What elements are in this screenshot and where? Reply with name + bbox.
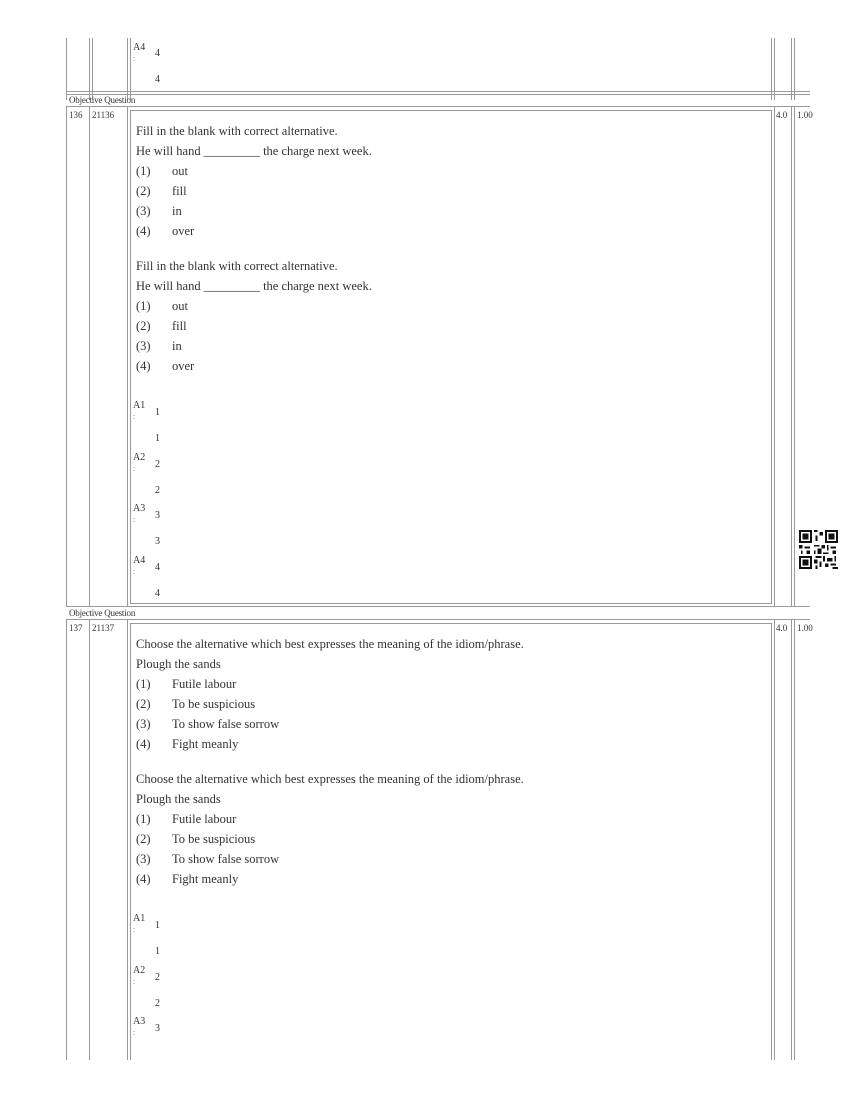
option-text: To be suspicious bbox=[172, 697, 256, 711]
answer-value-repeat: 1 bbox=[155, 433, 160, 444]
option-item bbox=[136, 694, 524, 714]
qr-code-icon bbox=[799, 530, 838, 569]
table-border bbox=[771, 623, 772, 1060]
table-border bbox=[66, 94, 810, 95]
table-border bbox=[774, 620, 775, 1060]
table-border bbox=[771, 110, 772, 604]
option-number: (2) bbox=[136, 319, 151, 333]
option-text: Fight meanly bbox=[172, 737, 239, 751]
answer-value: 1 bbox=[155, 407, 160, 418]
option-number: (3) bbox=[136, 204, 151, 218]
option-text: Futile labour bbox=[172, 677, 237, 691]
section-label: Objective Question bbox=[69, 608, 136, 618]
option-text: Futile labour bbox=[172, 812, 237, 826]
table-border bbox=[66, 619, 810, 620]
answer-value: 2 bbox=[155, 459, 160, 470]
question-serial: 136 bbox=[69, 110, 83, 120]
answer-label: A2 : bbox=[133, 452, 146, 473]
table-border bbox=[130, 110, 772, 111]
answer-value-repeat: 1 bbox=[155, 946, 160, 957]
answer-value: 2 bbox=[155, 972, 160, 983]
option-item bbox=[136, 181, 372, 201]
option-item bbox=[136, 674, 524, 694]
option-number: (2) bbox=[136, 697, 151, 711]
option-item bbox=[136, 221, 372, 241]
option-item bbox=[136, 316, 372, 336]
table-border bbox=[127, 620, 128, 1060]
answer-value: 3 bbox=[155, 510, 160, 521]
answer-label: A4 : bbox=[133, 42, 146, 63]
option-item bbox=[136, 809, 524, 829]
option-text: in bbox=[172, 339, 182, 353]
option-text: To be suspicious bbox=[172, 832, 256, 846]
question-marks: 4.0 bbox=[776, 623, 788, 633]
option-item bbox=[136, 734, 524, 754]
table-border bbox=[774, 107, 775, 607]
option-item bbox=[136, 161, 372, 181]
answer-label: A4 : bbox=[133, 555, 146, 576]
table-border bbox=[794, 107, 795, 607]
option-number: (1) bbox=[136, 812, 151, 826]
table-border bbox=[66, 106, 810, 107]
question-line: Fill in the blank with correct alternative. bbox=[136, 259, 338, 273]
answer-value: 4 bbox=[155, 562, 160, 573]
table-border bbox=[130, 623, 131, 1060]
option-number: (1) bbox=[136, 677, 151, 691]
table-border bbox=[791, 107, 792, 607]
option-text: out bbox=[172, 299, 188, 313]
option-item bbox=[136, 869, 524, 889]
answer-value: 3 bbox=[155, 1023, 160, 1034]
option-item bbox=[136, 356, 372, 376]
answer-label: A2 : bbox=[133, 965, 146, 986]
table-border bbox=[89, 107, 90, 607]
section-label: Objective Question bbox=[69, 95, 136, 105]
option-text: over bbox=[172, 224, 195, 238]
option-item bbox=[136, 714, 524, 734]
question-text bbox=[136, 256, 372, 376]
option-number: (4) bbox=[136, 872, 151, 886]
table-border bbox=[130, 623, 772, 624]
table-border bbox=[130, 110, 131, 604]
option-number: (4) bbox=[136, 737, 151, 751]
option-number: (3) bbox=[136, 852, 151, 866]
option-item bbox=[136, 296, 372, 316]
question-line: Plough the sands bbox=[136, 792, 221, 806]
option-text: Fight meanly bbox=[172, 872, 239, 886]
option-item bbox=[136, 336, 372, 356]
answer-label: A3 : bbox=[133, 1016, 146, 1037]
option-item bbox=[136, 849, 524, 869]
table-border bbox=[66, 606, 810, 607]
option-text: To show false sorrow bbox=[172, 852, 280, 866]
question-text bbox=[136, 121, 372, 241]
option-text: out bbox=[172, 164, 188, 178]
table-border bbox=[130, 603, 772, 604]
question-serial: 137 bbox=[69, 623, 83, 633]
table-border bbox=[89, 620, 90, 1060]
option-text: To show false sorrow bbox=[172, 717, 280, 731]
question-line: Choose the alternative which best expresses the meaning of the idiom/phrase. bbox=[136, 772, 524, 786]
option-item bbox=[136, 829, 524, 849]
question-id: 21136 bbox=[92, 110, 115, 120]
option-number: (2) bbox=[136, 832, 151, 846]
answer-value-repeat: 4 bbox=[155, 74, 160, 85]
option-text: in bbox=[172, 204, 182, 218]
table-border bbox=[66, 91, 810, 92]
question-negative-marks: 1.00 bbox=[797, 623, 813, 633]
question-negative-marks: 1.00 bbox=[797, 110, 813, 120]
option-number: (4) bbox=[136, 359, 151, 373]
option-number: (1) bbox=[136, 299, 151, 313]
table-border bbox=[794, 620, 795, 1060]
option-number: (1) bbox=[136, 164, 151, 178]
option-text: fill bbox=[172, 319, 187, 333]
question-line: Choose the alternative which best expresses the meaning of the idiom/phrase. bbox=[136, 637, 524, 651]
question-marks: 4.0 bbox=[776, 110, 788, 120]
option-text: fill bbox=[172, 184, 187, 198]
option-number: (3) bbox=[136, 339, 151, 353]
question-line: Fill in the blank with correct alternative. bbox=[136, 124, 338, 138]
table-border bbox=[127, 107, 128, 607]
answer-value: 4 bbox=[155, 48, 160, 59]
question-line: He will hand _________ the charge next week. bbox=[136, 144, 372, 158]
option-number: (4) bbox=[136, 224, 151, 238]
answer-value: 1 bbox=[155, 920, 160, 931]
table-border bbox=[66, 620, 67, 1060]
answer-value-repeat: 4 bbox=[155, 588, 160, 599]
table-border bbox=[791, 620, 792, 1060]
option-text: over bbox=[172, 359, 195, 373]
option-item bbox=[136, 201, 372, 221]
table-border bbox=[66, 107, 67, 607]
question-line: He will hand _________ the charge next week. bbox=[136, 279, 372, 293]
question-line: Plough the sands bbox=[136, 657, 221, 671]
answer-label: A3 : bbox=[133, 503, 146, 524]
option-number: (2) bbox=[136, 184, 151, 198]
answer-value-repeat: 2 bbox=[155, 485, 160, 496]
question-id: 21137 bbox=[92, 623, 115, 633]
answer-value-repeat: 3 bbox=[155, 536, 160, 547]
option-number: (3) bbox=[136, 717, 151, 731]
answer-label: A1 : bbox=[133, 913, 146, 934]
answer-value-repeat: 2 bbox=[155, 998, 160, 1009]
question-text bbox=[136, 634, 524, 754]
question-text bbox=[136, 769, 524, 889]
answer-label: A1 : bbox=[133, 400, 146, 421]
